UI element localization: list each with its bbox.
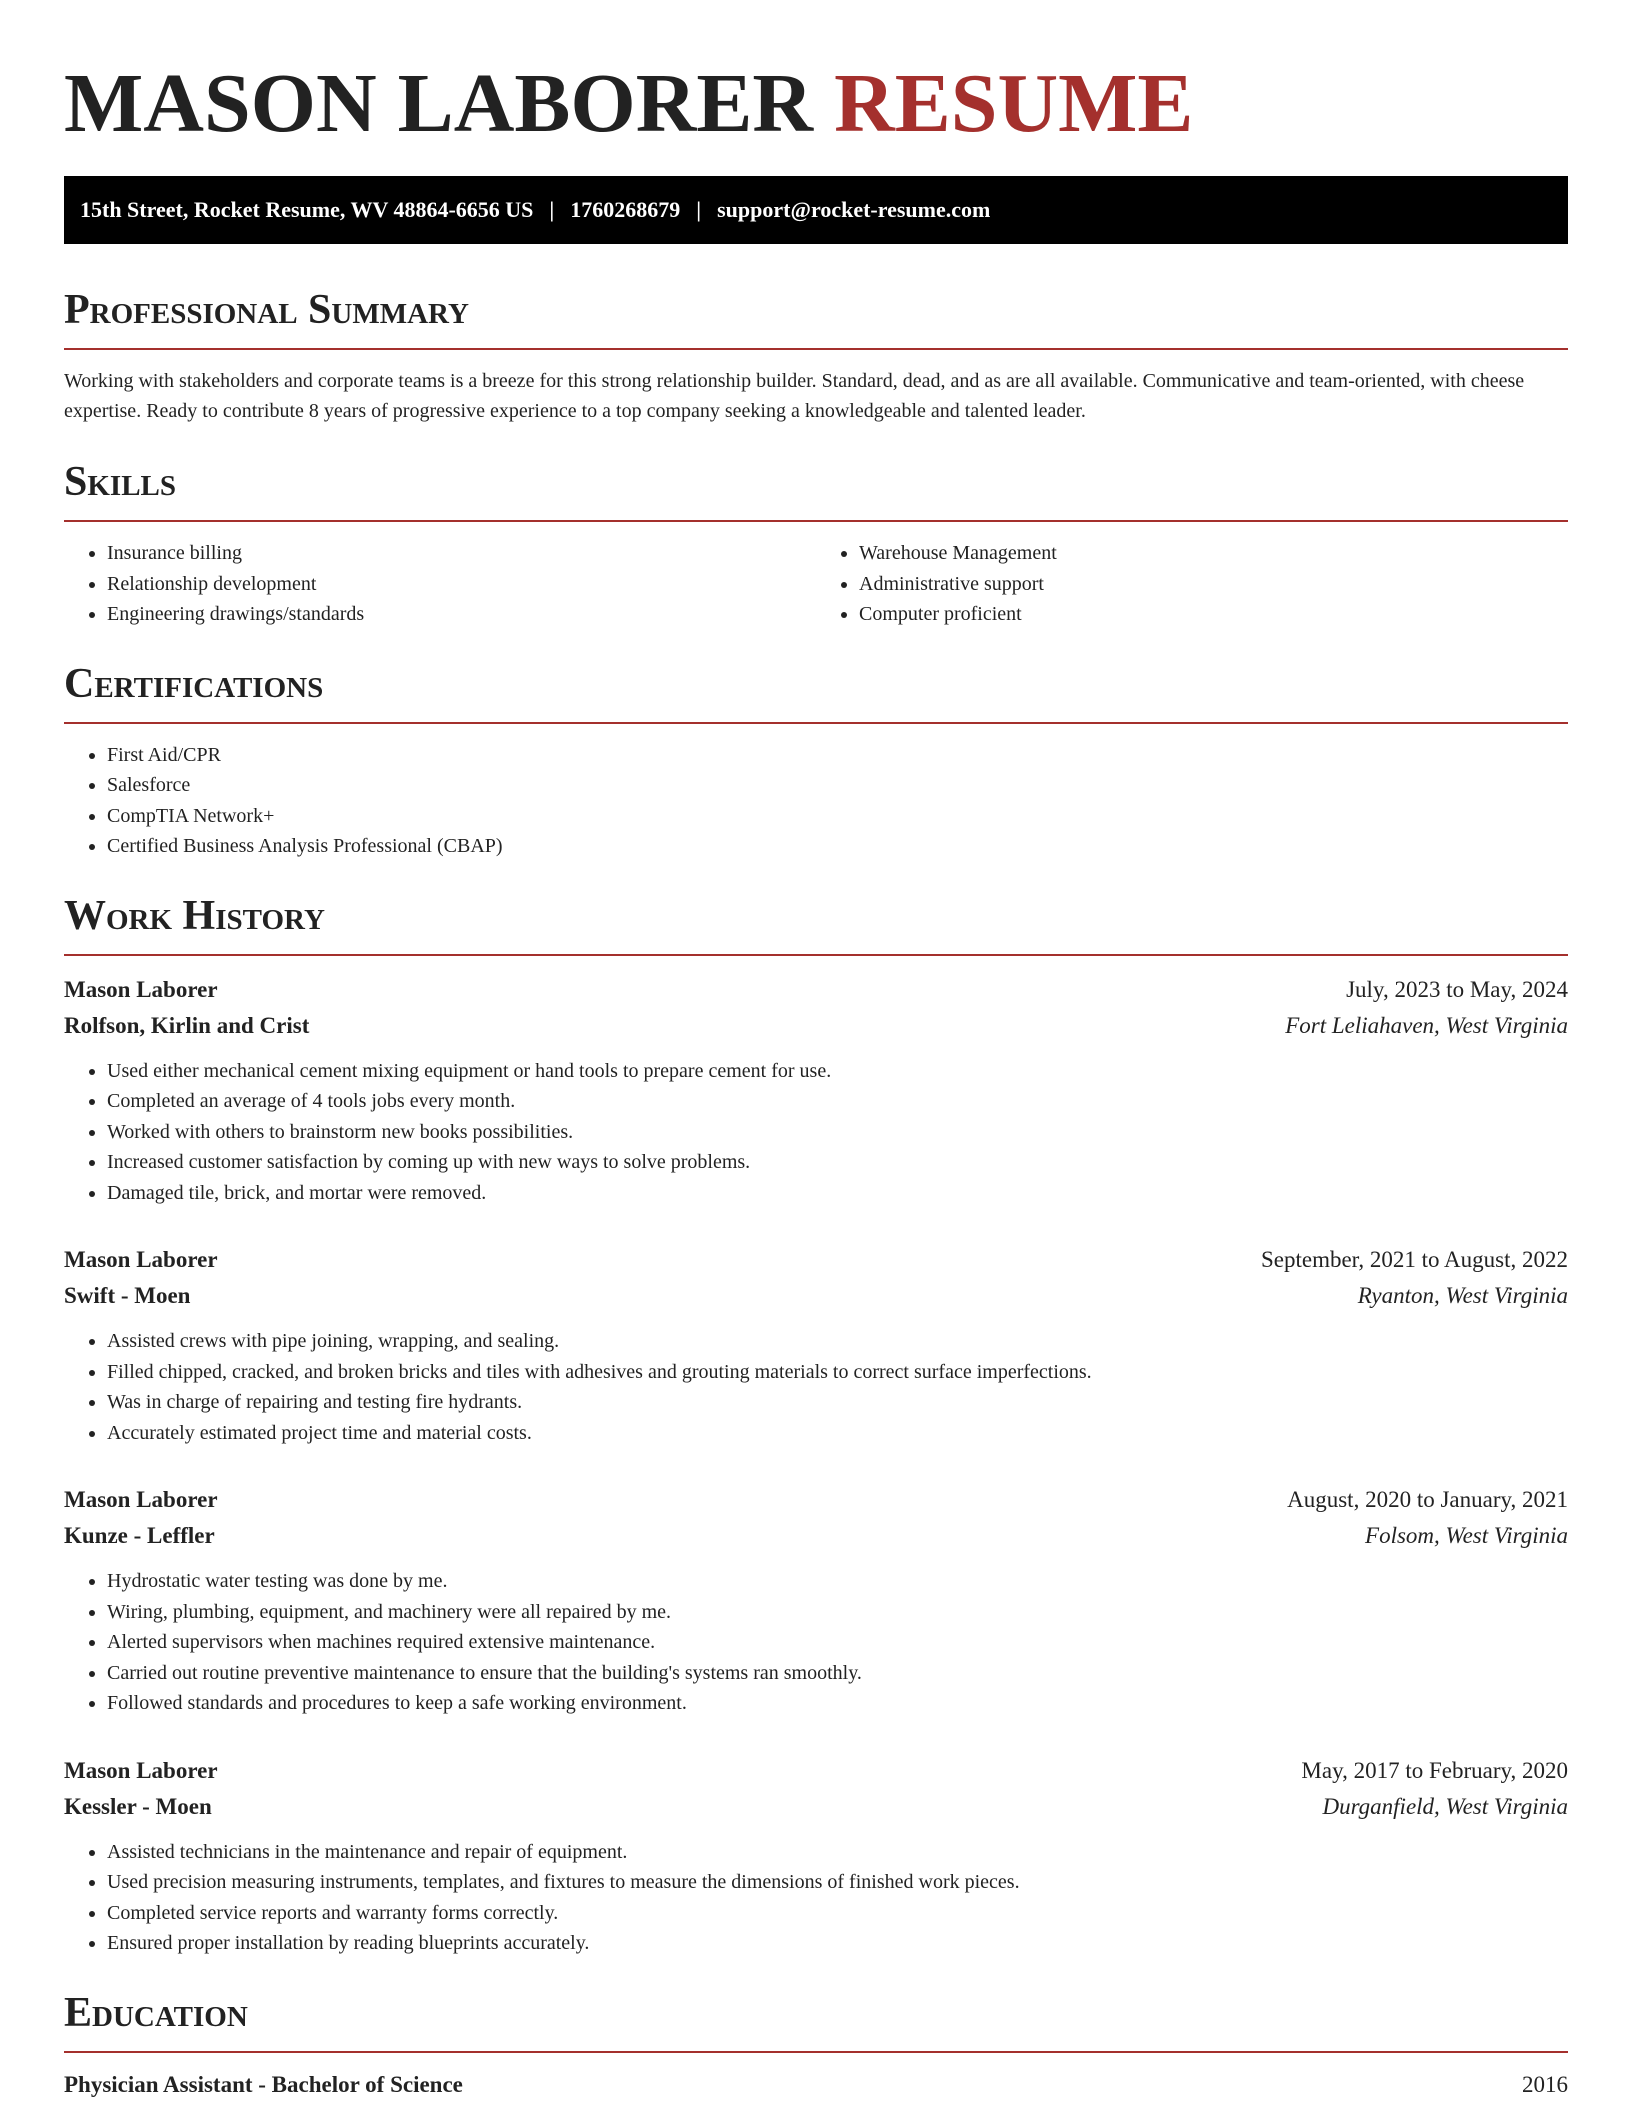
job-title: Mason Laborer <box>64 1757 218 1783</box>
job-header-row <box>64 1482 1568 1518</box>
summary-text: Working with stakeholders and corporate teams is a breeze for this strong relationship builder. Standard, dead, and as are all available. Communicative and team-oriented, with cheese expertise. Ready to contribute 8 years of progressive experience to a top company seeking a knowledgeable and talented leader. <box>64 370 1525 422</box>
job-bullets <box>64 1326 1568 1448</box>
job-title: Mason Laborer <box>64 1247 218 1272</box>
education-row <box>64 2067 1568 2103</box>
job-company-row <box>64 1518 1568 1554</box>
job-bullet: • Carried out routine preventive maintenance to ensure that the building's systems ran smoothly. <box>107 1658 1568 1689</box>
job-bullet: • Completed an average of 4 tools jobs every month. <box>107 1086 1568 1117</box>
skill-item: • Engineering drawings/standards <box>107 599 816 630</box>
job-title: Mason Laborer <box>64 976 218 1002</box>
job-company: Kessler - Moen <box>64 1793 212 1819</box>
section-heading-work-history: Work History <box>64 892 325 939</box>
section-divider <box>64 348 1568 350</box>
contact-email: support@rocket-resume.com <box>717 197 991 222</box>
contact-separator: | <box>696 197 702 222</box>
certification-item: • Certified Business Analysis Professional (CBAP) <box>107 831 1568 862</box>
summary-section <box>64 284 1568 426</box>
resume-page <box>64 0 1568 2103</box>
job-bullet: • Assisted technicians in the maintenance and repair of equipment. <box>107 1837 1568 1868</box>
job-bullet: • Filled chipped, cracked, and broken bricks and tiles with adhesives and grouting materials to correct surface imperfections. <box>107 1357 1568 1388</box>
job-company: Kunze - Leffler <box>64 1523 215 1548</box>
job-bullet: • Followed standards and procedures to keep a safe working environment. <box>107 1688 1568 1719</box>
skill-item: • Administrative support <box>859 569 1568 600</box>
skills-list-right <box>816 538 1568 630</box>
job-entry <box>64 1242 1568 1448</box>
job-bullet: • Damaged tile, brick, and mortar were removed. <box>107 1178 1568 1209</box>
job-header-row <box>64 1753 1568 1789</box>
job-bullet: • Increased customer satisfaction by coming up with new ways to solve problems. <box>107 1147 1568 1178</box>
job-dates: August, 2020 to January, 2021 <box>1287 1487 1568 1512</box>
job-bullet: • Worked with others to brainstorm new books possibilities. <box>107 1117 1568 1148</box>
job-bullet: • Completed service reports and warranty forms correctly. <box>107 1898 1568 1929</box>
skills-section <box>64 456 1568 630</box>
job-bullets <box>64 1056 1568 1209</box>
education-degree: Physician Assistant - Bachelor of Science <box>64 2071 463 2097</box>
job-company-row <box>64 1278 1568 1314</box>
job-company: Rolfson, Kirlin and Crist <box>64 1012 310 1038</box>
section-divider <box>64 2051 1568 2053</box>
skill-item: • Insurance billing <box>107 538 816 569</box>
job-bullet: • Used precision measuring instruments, templates, and fixtures to measure the dimensions of finished work pieces. <box>107 1867 1568 1898</box>
job-bullet: • Alerted supervisors when machines required extensive maintenance. <box>107 1627 1568 1658</box>
certifications-list <box>64 740 1568 862</box>
work-history-section <box>64 890 1568 1959</box>
contact-phone: 1760268679 <box>570 197 681 222</box>
job-dates: May, 2017 to February, 2020 <box>1301 1757 1568 1783</box>
job-bullet: • Assisted crews with pipe joining, wrapping, and sealing. <box>107 1326 1568 1357</box>
job-title: Mason Laborer <box>64 1487 218 1512</box>
job-bullet: • Used either mechanical cement mixing equipment or hand tools to prepare cement for use. <box>107 1056 1568 1087</box>
job-bullet: • Hydrostatic water testing was done by me. <box>107 1566 1568 1597</box>
job-dates: September, 2021 to August, 2022 <box>1260 1247 1568 1272</box>
contact-bar <box>64 176 1568 244</box>
certification-item: • First Aid/CPR <box>107 740 1568 771</box>
section-heading-summary: Professional Summary <box>64 287 469 333</box>
job-bullet: • Was in charge of repairing and testing fire hydrants. <box>107 1387 1568 1418</box>
job-location: Folsom, West Virginia <box>1365 1523 1568 1548</box>
job-header-row <box>64 972 1568 1008</box>
certifications-section <box>64 658 1568 862</box>
skill-item: • Relationship development <box>107 569 816 600</box>
job-location: Durganfield, West Virginia <box>1322 1793 1568 1819</box>
education-section <box>64 1987 1568 2103</box>
job-bullet: • Ensured proper installation by reading blueprints accurately. <box>107 1928 1568 1959</box>
job-entry <box>64 1753 1568 1959</box>
education-year: 2016 <box>1522 2071 1568 2097</box>
title-main: MASON LABORER <box>64 57 814 150</box>
title-accent: RESUME <box>834 57 1194 150</box>
skill-item: • Computer proficient <box>859 599 1568 630</box>
job-bullet: • Wiring, plumbing, equipment, and machinery were all repaired by me. <box>107 1597 1568 1628</box>
contact-separator: | <box>549 197 555 222</box>
section-heading-certifications: Certifications <box>64 660 324 707</box>
job-entry <box>64 1482 1568 1719</box>
section-divider <box>64 722 1568 724</box>
contact-address: 15th Street, Rocket Resume, WV 48864-6656 US <box>80 197 534 222</box>
job-entry <box>64 972 1568 1209</box>
section-divider <box>64 954 1568 956</box>
job-company-row <box>64 1789 1568 1825</box>
skills-list-left <box>64 538 816 630</box>
job-dates: July, 2023 to May, 2024 <box>1346 976 1568 1002</box>
job-location: Ryanton, West Virginia <box>1357 1283 1568 1308</box>
job-location: Fort Leliahaven, West Virginia <box>1285 1012 1568 1038</box>
job-bullet: • Accurately estimated project time and material costs. <box>107 1418 1568 1449</box>
certification-item: • Salesforce <box>107 770 1568 801</box>
resume-title <box>64 58 1568 150</box>
job-company: Swift - Moen <box>64 1283 191 1308</box>
section-heading-education: Education <box>64 1989 248 2036</box>
skills-columns <box>64 522 1568 630</box>
section-heading-skills: Skills <box>64 459 177 505</box>
job-bullets <box>64 1566 1568 1719</box>
job-header-row <box>64 1242 1568 1278</box>
certification-item: • CompTIA Network+ <box>107 801 1568 832</box>
job-bullets <box>64 1837 1568 1959</box>
job-company-row <box>64 1008 1568 1044</box>
skill-item: • Warehouse Management <box>859 538 1568 569</box>
